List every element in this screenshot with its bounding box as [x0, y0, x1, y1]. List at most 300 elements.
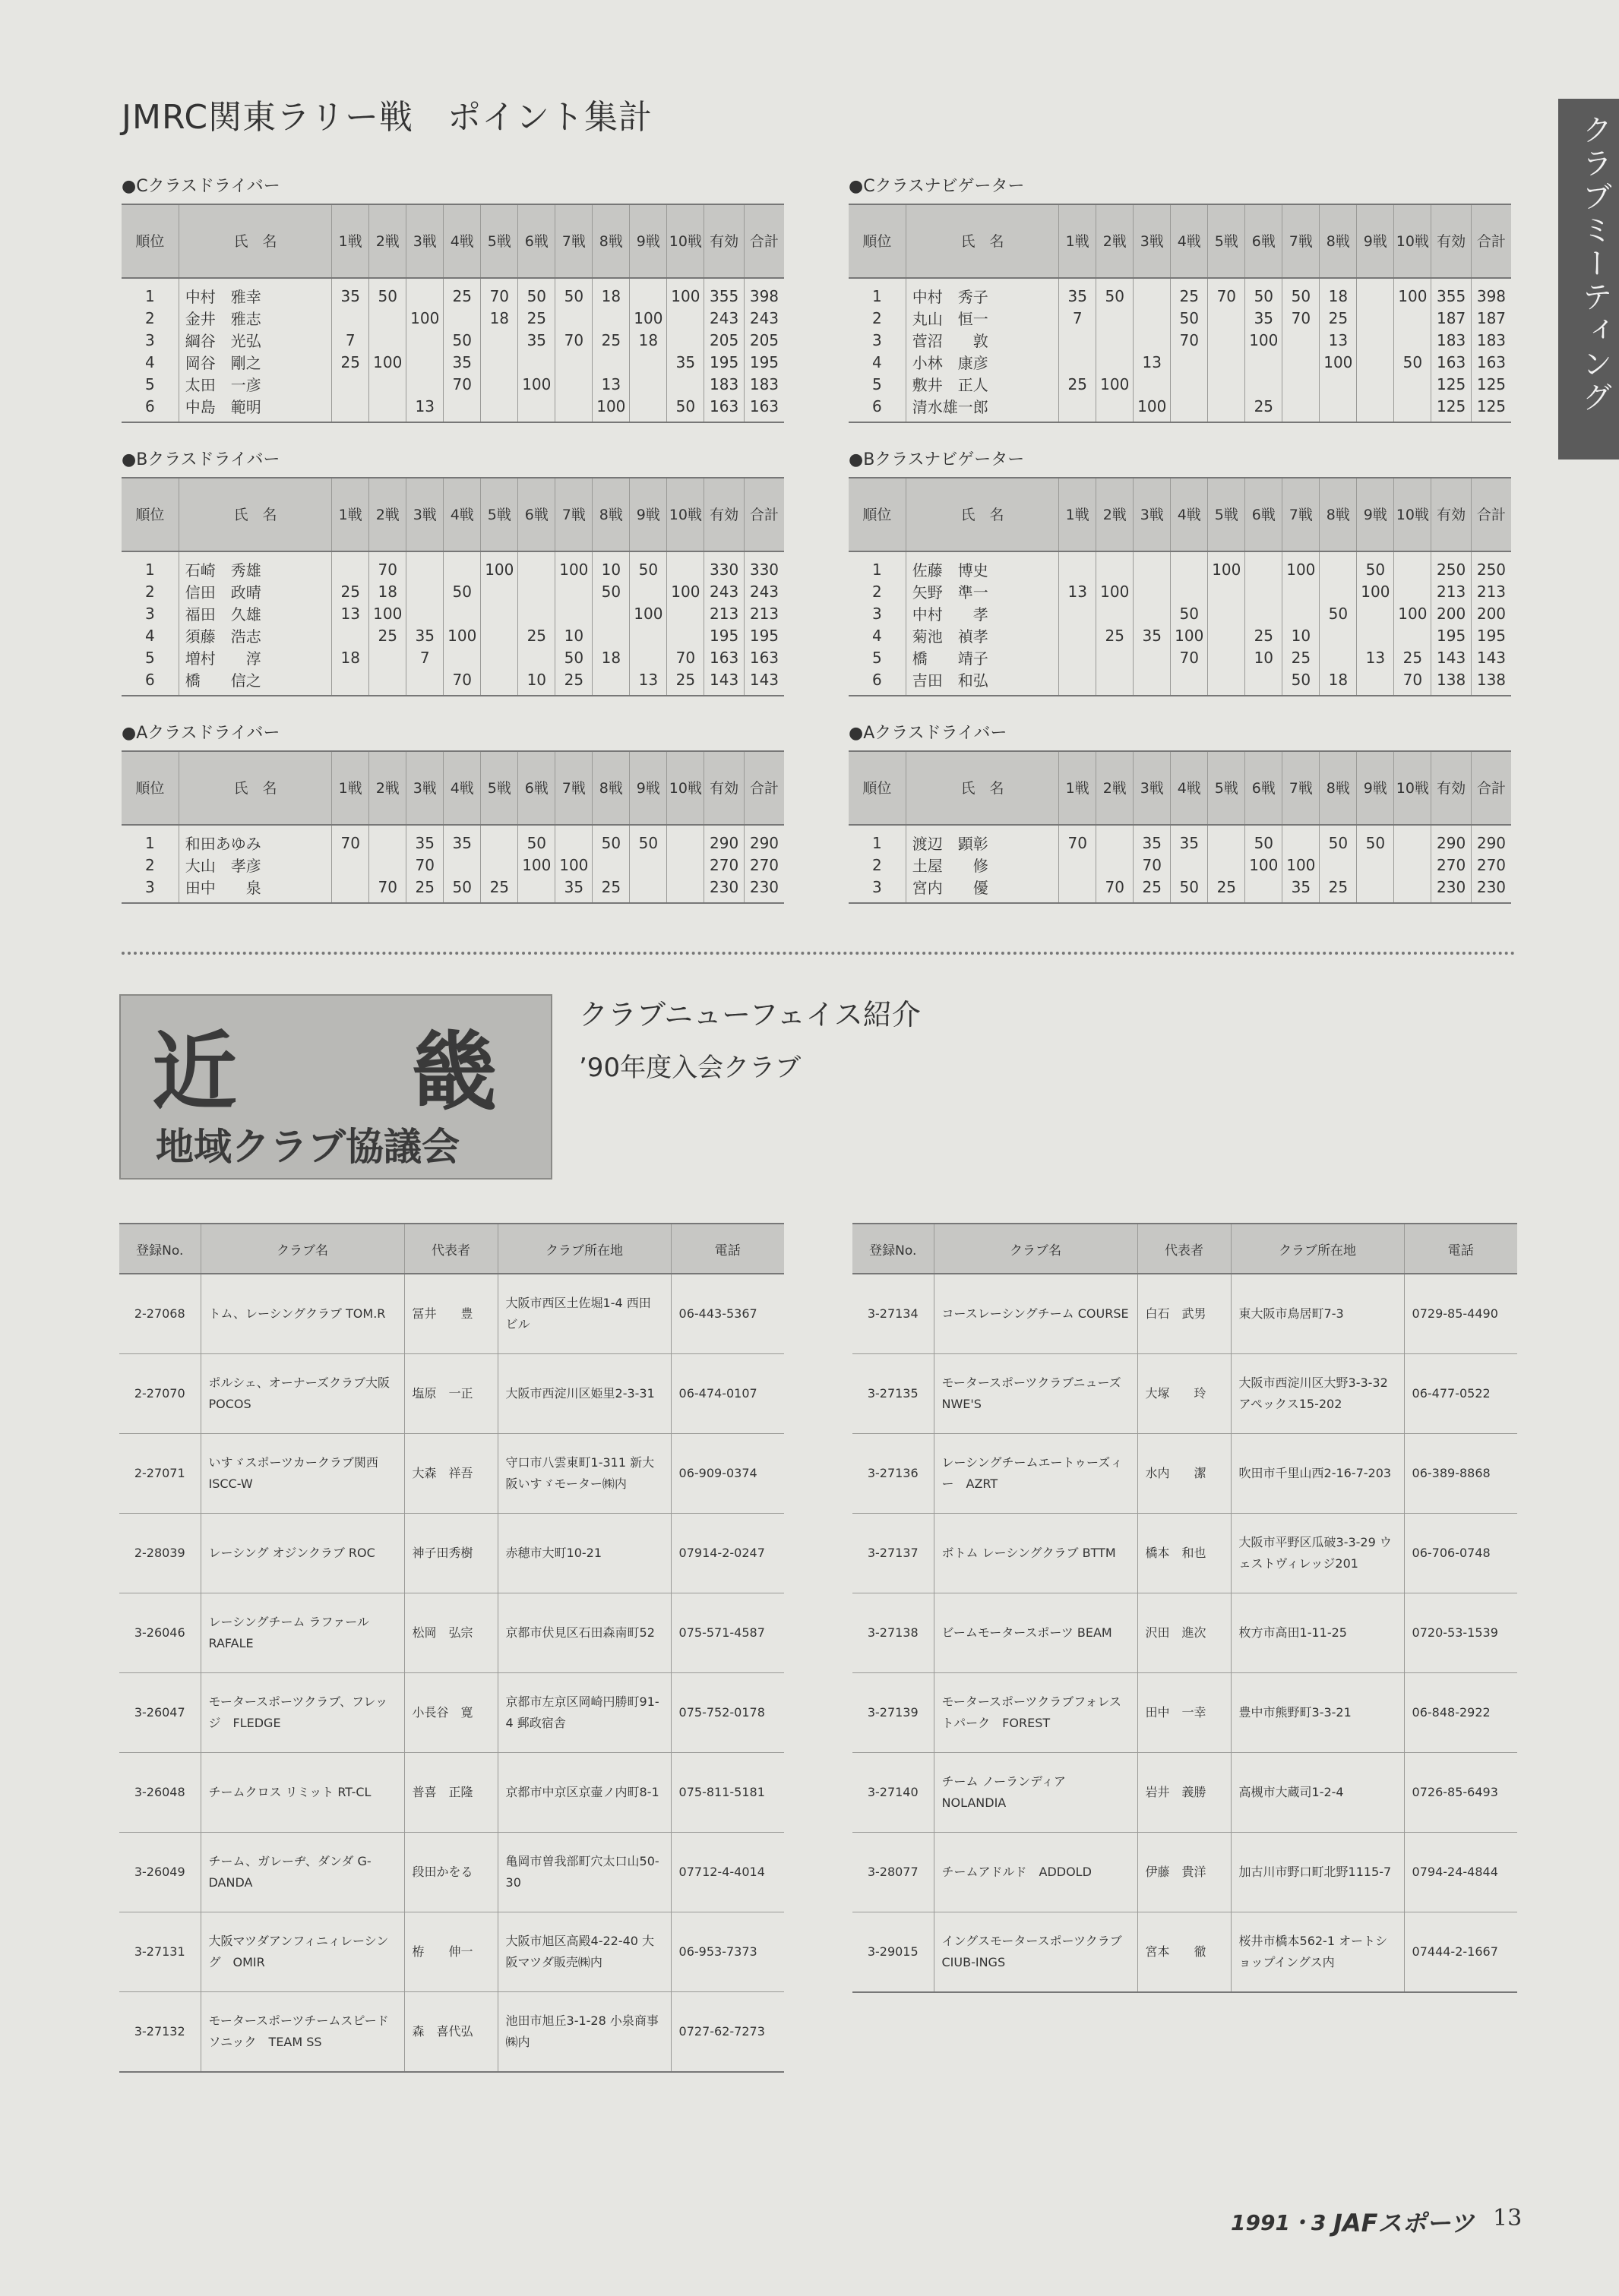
points-cell: 243 — [744, 307, 784, 329]
points-cell: 50 — [1320, 602, 1357, 624]
club-name-cell: レーシングチームエートゥーズィー AZRT — [934, 1434, 1137, 1514]
reg-no-cell: 3-29015 — [852, 1912, 934, 1993]
points-cell — [1320, 624, 1357, 646]
points-cell — [1245, 876, 1282, 903]
header-phone: 電話 — [671, 1224, 784, 1274]
header-address: クラブ所在地 — [498, 1224, 671, 1274]
points-cell — [1171, 580, 1208, 602]
phone-cell: 0794-24-4844 — [1404, 1833, 1517, 1912]
points-cell — [1245, 602, 1282, 624]
header-round: 2戦 — [369, 478, 406, 551]
points-cell: 290 — [1471, 825, 1511, 854]
points-cell: 183 — [704, 373, 745, 395]
rank-cell: 6 — [872, 396, 882, 415]
points-cell: 100 — [1394, 278, 1431, 307]
points-cell — [1134, 668, 1171, 696]
points-cell: 25 — [1171, 278, 1208, 307]
header-total: 合計 — [1471, 751, 1511, 825]
reg-no-cell: 3-27132 — [119, 1992, 201, 2073]
points-cell: 125 — [1431, 373, 1472, 395]
table-row — [852, 1274, 1517, 1354]
header-round: 7戦 — [555, 751, 593, 825]
points-cell — [1282, 602, 1320, 624]
points-cell — [481, 329, 518, 351]
reg-no-cell: 2-27068 — [134, 1306, 185, 1321]
phone-cell: 06-477-0522 — [1404, 1354, 1517, 1434]
table-row — [122, 668, 784, 696]
phone-cell: 06-953-7373 — [671, 1912, 784, 1992]
header-rank: 順位 — [849, 751, 906, 825]
rank-cell: 3 — [145, 330, 155, 349]
header-round: 2戦 — [1096, 478, 1134, 551]
club-name-cell: チームアドルド ADDOLD — [934, 1833, 1137, 1912]
club-name-cell: モータースポーツクラブニューズ NWE'S — [934, 1354, 1137, 1434]
points-cell — [667, 825, 704, 854]
points-cell: 13 — [332, 602, 369, 624]
points-cell: 50 — [1245, 278, 1282, 307]
points-cell: 18 — [332, 646, 369, 668]
points-cell: 25 — [1134, 876, 1171, 903]
points-cell — [1208, 854, 1245, 876]
points-cell: 195 — [1471, 624, 1511, 646]
table-row — [122, 278, 784, 307]
club-name-cell: モータースポーツチームスピードソニック TEAM SS — [201, 1992, 404, 2073]
points-cell — [1282, 329, 1320, 351]
points-cell: 100 — [667, 278, 704, 307]
points-cell: 25 — [1394, 646, 1431, 668]
header-rank: 順位 — [849, 478, 906, 551]
points-cell: 100 — [1282, 854, 1320, 876]
table-row — [122, 351, 784, 373]
club-name-cell: ビームモータースポーツ BEAM — [934, 1593, 1137, 1673]
header-round: 3戦 — [1134, 478, 1171, 551]
points-cell: 25 — [1282, 646, 1320, 668]
points-cell — [630, 876, 667, 903]
points-cell — [481, 854, 518, 876]
points-cell — [1394, 395, 1431, 422]
header-round: 10戦 — [1394, 204, 1431, 278]
header-name: 氏 名 — [906, 478, 1058, 551]
rank-cell: 6 — [145, 670, 155, 689]
table-row — [122, 580, 784, 602]
phone-cell: 07444-2-1667 — [1404, 1912, 1517, 1993]
points-cell: 70 — [332, 825, 369, 854]
points-cell — [593, 602, 630, 624]
phone-cell: 06-706-0748 — [1404, 1514, 1517, 1593]
points-cell — [369, 825, 406, 854]
points-cell — [1208, 580, 1245, 602]
rank-cell: 4 — [872, 352, 882, 371]
header-valid: 有効 — [704, 478, 745, 551]
points-cell — [481, 580, 518, 602]
points-cell: 290 — [744, 825, 784, 854]
header-round: 4戦 — [444, 478, 481, 551]
header-round: 4戦 — [1171, 204, 1208, 278]
points-cell: 250 — [1471, 551, 1511, 580]
name-cell: 石崎 秀雄 — [179, 551, 331, 580]
points-cell: 35 — [1134, 825, 1171, 854]
header-round: 1戦 — [332, 204, 369, 278]
phone-cell: 07712-4-4014 — [671, 1833, 784, 1912]
header-round: 3戦 — [1134, 204, 1171, 278]
points-cell: 18 — [1320, 278, 1357, 307]
header-round: 9戦 — [630, 751, 667, 825]
points-cell: 50 — [667, 395, 704, 422]
representative-cell: 神子田秀樹 — [404, 1514, 498, 1593]
address-cell: 高槻市大蔵司1-2-4 — [1231, 1753, 1404, 1833]
header-valid: 有効 — [704, 204, 745, 278]
points-cell — [1096, 395, 1134, 422]
points-cell — [518, 551, 555, 580]
points-cell — [1096, 329, 1134, 351]
points-table-a-driver-2 — [849, 750, 1511, 904]
header-round: 10戦 — [667, 478, 704, 551]
points-cell — [1394, 580, 1431, 602]
points-cell: 50 — [444, 580, 481, 602]
points-cell: 100 — [1282, 551, 1320, 580]
table-row — [849, 624, 1511, 646]
header-reg-no: 登録No. — [852, 1224, 934, 1274]
club-name-cell: チーム、ガレーヂ、ダンダ G-DANDA — [201, 1833, 404, 1912]
table-row — [849, 668, 1511, 696]
section-heading-c-driver: ● Cクラスドライバー — [122, 173, 280, 197]
table-row — [122, 624, 784, 646]
name-cell: 橋 信之 — [179, 668, 331, 696]
points-cell — [630, 351, 667, 373]
points-cell — [1394, 825, 1431, 854]
points-cell: 213 — [744, 602, 784, 624]
rank-cell: 3 — [872, 604, 882, 623]
points-cell: 70 — [1096, 876, 1134, 903]
points-cell — [1096, 854, 1134, 876]
points-cell — [444, 395, 481, 422]
points-cell — [1208, 373, 1245, 395]
points-cell: 143 — [744, 668, 784, 696]
points-cell — [1134, 373, 1171, 395]
points-cell: 183 — [1471, 329, 1511, 351]
points-cell — [406, 668, 444, 696]
reg-no-cell: 3-27134 — [867, 1306, 919, 1321]
points-cell — [369, 307, 406, 329]
header-rank: 順位 — [122, 751, 179, 825]
header-round: 4戦 — [1171, 478, 1208, 551]
points-cell: 70 — [1059, 825, 1096, 854]
points-table-b-driver — [122, 477, 784, 696]
phone-cell: 075-571-4587 — [671, 1593, 784, 1673]
points-cell: 25 — [667, 668, 704, 696]
reg-no-cell: 2-27070 — [119, 1354, 201, 1434]
points-cell: 125 — [1431, 395, 1472, 422]
address-cell: 吹田市千里山西2-16-7-203 — [1231, 1434, 1404, 1514]
points-cell — [630, 624, 667, 646]
points-cell — [332, 395, 369, 422]
points-cell: 100 — [1134, 395, 1171, 422]
points-cell: 25 — [1096, 624, 1134, 646]
representative-cell: 普喜 正隆 — [404, 1753, 498, 1833]
points-cell: 35 — [406, 624, 444, 646]
section-heading-a-driver-2: ● Aクラスドライバー — [849, 720, 1007, 744]
side-tab-label: クラブミーティング — [1577, 114, 1612, 415]
points-cell — [1208, 825, 1245, 854]
points-cell: 213 — [1471, 580, 1511, 602]
phone-cell: 06-848-2922 — [1404, 1673, 1517, 1753]
table-row — [119, 1354, 784, 1434]
points-cell: 100 — [1245, 329, 1282, 351]
points-cell — [1394, 551, 1431, 580]
points-cell: 35 — [555, 876, 593, 903]
rank-cell: 5 — [872, 648, 882, 667]
table-row — [849, 307, 1511, 329]
points-cell — [593, 854, 630, 876]
points-cell: 163 — [1431, 351, 1472, 373]
points-cell — [1357, 876, 1394, 903]
points-cell — [630, 854, 667, 876]
name-cell: 敷井 正人 — [906, 373, 1058, 395]
points-cell: 70 — [444, 668, 481, 696]
header-round: 9戦 — [630, 204, 667, 278]
page-number: 13 — [1493, 2205, 1523, 2231]
header-club-name: クラブ名 — [201, 1224, 404, 1274]
rank-cell: 2 — [145, 308, 155, 327]
points-cell — [518, 580, 555, 602]
points-cell — [518, 646, 555, 668]
points-cell: 200 — [1431, 602, 1472, 624]
points-cell: 50 — [369, 278, 406, 307]
points-cell: 213 — [704, 602, 745, 624]
reg-no-cell: 3-27140 — [852, 1753, 934, 1833]
points-cell: 205 — [704, 329, 745, 351]
points-cell — [1096, 551, 1134, 580]
points-cell — [332, 624, 369, 646]
reg-no-cell: 3-26048 — [119, 1753, 201, 1833]
rank-cell: 2 — [872, 308, 882, 327]
points-cell: 70 — [481, 278, 518, 307]
phone-cell: 075-811-5181 — [671, 1753, 784, 1833]
points-cell: 7 — [1059, 307, 1096, 329]
header-round: 10戦 — [667, 204, 704, 278]
points-cell: 25 — [1320, 876, 1357, 903]
points-cell — [444, 646, 481, 668]
points-cell — [630, 278, 667, 307]
points-cell — [1134, 278, 1171, 307]
points-cell: 18 — [630, 329, 667, 351]
header-address: クラブ所在地 — [1231, 1224, 1404, 1274]
name-cell: 福田 久雄 — [179, 602, 331, 624]
name-cell: 中村 雅幸 — [179, 278, 331, 307]
points-cell: 163 — [704, 646, 745, 668]
section-heading-a-driver: ● Aクラスドライバー — [122, 720, 280, 744]
points-cell — [1171, 395, 1208, 422]
points-cell: 398 — [1471, 278, 1511, 307]
club-name-cell: チーム ノーランディア NOLANDIA — [934, 1753, 1137, 1833]
points-cell: 50 — [518, 825, 555, 854]
points-cell: 25 — [518, 624, 555, 646]
rank-cell: 4 — [145, 352, 155, 371]
points-cell — [667, 876, 704, 903]
points-cell: 243 — [704, 580, 745, 602]
points-cell — [481, 646, 518, 668]
points-cell: 243 — [704, 307, 745, 329]
points-cell: 50 — [444, 329, 481, 351]
reg-no-cell: 2-28039 — [119, 1514, 201, 1593]
header-round: 7戦 — [555, 478, 593, 551]
points-cell: 138 — [1431, 668, 1472, 696]
name-cell: 矢野 準一 — [906, 580, 1058, 602]
points-cell — [667, 551, 704, 580]
name-cell: 岡谷 剛之 — [179, 351, 331, 373]
name-cell: 清水雄一郎 — [906, 395, 1058, 422]
points-cell — [1134, 580, 1171, 602]
points-cell: 100 — [444, 624, 481, 646]
header-name: 氏 名 — [906, 204, 1058, 278]
points-cell: 290 — [1431, 825, 1472, 854]
points-cell: 183 — [744, 373, 784, 395]
header-round: 7戦 — [1282, 204, 1320, 278]
points-cell: 25 — [593, 876, 630, 903]
points-cell: 100 — [1394, 602, 1431, 624]
points-cell — [1357, 668, 1394, 696]
points-cell — [1134, 307, 1171, 329]
points-cell: 25 — [481, 876, 518, 903]
table-row — [849, 825, 1511, 854]
points-cell — [332, 876, 369, 903]
header-round: 1戦 — [1059, 204, 1096, 278]
points-cell: 25 — [1245, 624, 1282, 646]
points-cell — [555, 373, 593, 395]
region-name: 近 畿 — [152, 1022, 498, 1122]
header-round: 5戦 — [481, 751, 518, 825]
points-cell — [630, 373, 667, 395]
points-cell: 13 — [1320, 329, 1357, 351]
club-name-cell: ボトム レーシングクラブ BTTM — [934, 1514, 1137, 1593]
name-cell: 橋 靖子 — [906, 646, 1058, 668]
rank-cell: 2 — [872, 582, 882, 601]
representative-cell: 岩井 義勝 — [1137, 1753, 1231, 1833]
header-total: 合計 — [744, 204, 784, 278]
table-row — [119, 1434, 784, 1514]
reg-no-cell: 3-27138 — [852, 1593, 934, 1673]
phone-cell: 06-909-0374 — [671, 1434, 784, 1514]
points-cell: 35 — [1134, 624, 1171, 646]
address-cell: 京都市伏見区石田森南町52 — [498, 1593, 671, 1673]
points-cell — [332, 551, 369, 580]
name-cell: 渡辺 顕彰 — [906, 825, 1058, 854]
points-cell: 398 — [744, 278, 784, 307]
points-cell — [667, 373, 704, 395]
rank-cell: 6 — [872, 670, 882, 689]
representative-cell: 宮本 徹 — [1137, 1912, 1231, 1993]
points-cell: 50 — [1245, 825, 1282, 854]
points-cell — [667, 624, 704, 646]
points-cell — [1394, 373, 1431, 395]
header-round: 2戦 — [1096, 204, 1134, 278]
points-cell: 13 — [1059, 580, 1096, 602]
points-cell — [1357, 624, 1394, 646]
header-reg-no: 登録No. — [119, 1224, 201, 1274]
club-name-cell: レーシングチーム ラファール RAFALE — [201, 1593, 404, 1673]
rank-cell: 1 — [145, 286, 155, 305]
points-cell: 100 — [630, 307, 667, 329]
points-cell: 100 — [518, 373, 555, 395]
representative-cell: 田中 一幸 — [1137, 1673, 1231, 1753]
points-cell: 195 — [1431, 624, 1472, 646]
points-cell — [1394, 307, 1431, 329]
points-table-a-driver — [122, 750, 784, 904]
points-cell — [481, 602, 518, 624]
points-cell: 13 — [406, 395, 444, 422]
points-cell — [1134, 551, 1171, 580]
name-cell: 菊池 禎孝 — [906, 624, 1058, 646]
points-cell: 25 — [593, 329, 630, 351]
points-cell: 163 — [704, 395, 745, 422]
points-cell: 10 — [593, 551, 630, 580]
header-round: 8戦 — [1320, 751, 1357, 825]
header-round: 9戦 — [1357, 204, 1394, 278]
points-cell: 25 — [1245, 395, 1282, 422]
points-cell — [1394, 854, 1431, 876]
header-total: 合計 — [1471, 478, 1511, 551]
points-cell — [1320, 646, 1357, 668]
address-cell: 大阪市平野区瓜破3-3-29 ウェストヴィレッジ201 — [1231, 1514, 1404, 1593]
name-cell: 小林 康彦 — [906, 351, 1058, 373]
points-cell: 50 — [444, 876, 481, 903]
points-cell — [1320, 551, 1357, 580]
header-round: 1戦 — [1059, 751, 1096, 825]
header-round: 7戦 — [1282, 478, 1320, 551]
name-cell: 田中 泉 — [179, 876, 331, 903]
points-cell: 18 — [1320, 668, 1357, 696]
points-cell: 70 — [406, 854, 444, 876]
footer-date: 1991・3 — [1231, 2210, 1327, 2235]
points-cell: 10 — [1245, 646, 1282, 668]
points-cell: 10 — [518, 668, 555, 696]
table-row — [852, 1753, 1517, 1833]
table-row — [849, 646, 1511, 668]
table-row — [122, 854, 784, 876]
rank-cell: 2 — [872, 855, 882, 874]
points-cell — [1059, 624, 1096, 646]
name-cell: 信田 政晴 — [179, 580, 331, 602]
club-name-cell: モータースポーツクラブ、フレッジ FLEDGE — [201, 1673, 404, 1753]
phone-cell: 06-474-0107 — [671, 1354, 784, 1434]
name-cell: 大山 孝彦 — [179, 854, 331, 876]
table-row — [122, 395, 784, 422]
points-cell — [630, 580, 667, 602]
points-cell — [1320, 373, 1357, 395]
points-cell: 270 — [744, 854, 784, 876]
address-cell: 大阪市西淀川区大野3-3-32 アペックス15-202 — [1231, 1354, 1404, 1434]
points-cell: 25 — [518, 307, 555, 329]
points-cell: 163 — [744, 646, 784, 668]
points-cell: 100 — [406, 307, 444, 329]
points-cell: 100 — [593, 395, 630, 422]
table-row — [852, 1434, 1517, 1514]
points-cell: 35 — [518, 329, 555, 351]
points-cell — [406, 373, 444, 395]
points-cell: 50 — [555, 278, 593, 307]
address-cell: 大阪市旭区高殿4-22-40 大阪マツダ販売㈱内 — [498, 1912, 671, 1992]
address-cell: 枚方市高田1-11-25 — [1231, 1593, 1404, 1673]
header-round: 2戦 — [1096, 751, 1134, 825]
points-cell: 230 — [704, 876, 745, 903]
points-cell: 270 — [1431, 854, 1472, 876]
reg-no-cell: 3-27131 — [119, 1912, 201, 1992]
points-cell: 200 — [1471, 602, 1511, 624]
rank-cell: 5 — [145, 374, 155, 393]
header-total: 合計 — [744, 751, 784, 825]
points-cell — [1357, 602, 1394, 624]
points-cell — [518, 351, 555, 373]
